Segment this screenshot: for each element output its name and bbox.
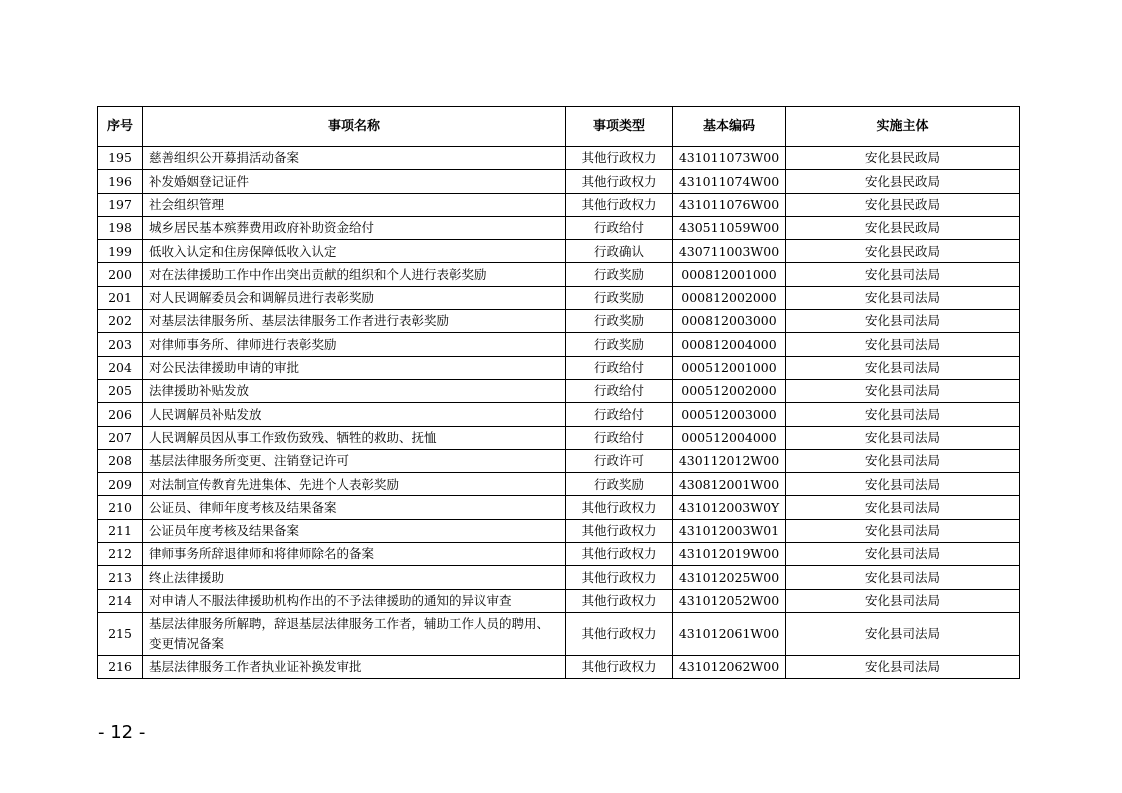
table-row	[98, 449, 1020, 472]
row-implementing-body: 安化县司法局	[786, 263, 1020, 286]
table-row	[98, 566, 1020, 589]
row-item-name: 对律师事务所、律师进行表彰奖励	[143, 333, 566, 356]
row-basic-code: 431012019W00	[673, 543, 786, 566]
table-row	[98, 286, 1020, 309]
row-item-name: 基层法律服务工作者执业证补换发审批	[143, 655, 566, 678]
row-basic-code: 430112012W00	[673, 449, 786, 472]
row-implementing-body: 安化县民政局	[786, 147, 1020, 170]
row-item-name: 补发婚姻登记证件	[143, 170, 566, 193]
row-basic-code: 431011073W00	[673, 147, 786, 170]
row-implementing-body: 安化县司法局	[786, 612, 1020, 655]
row-index: 206	[98, 403, 143, 426]
row-index: 201	[98, 286, 143, 309]
row-item-type: 行政给付	[566, 356, 673, 379]
table-row	[98, 356, 1020, 379]
row-implementing-body: 安化县司法局	[786, 543, 1020, 566]
table-row	[98, 612, 1020, 655]
row-item-type: 行政奖励	[566, 286, 673, 309]
table-row	[98, 333, 1020, 356]
row-basic-code: 000812004000	[673, 333, 786, 356]
row-index: 214	[98, 589, 143, 612]
table-row	[98, 310, 1020, 333]
row-basic-code: 431012003W0Y	[673, 496, 786, 519]
header-basic-code: 基本编码	[673, 107, 786, 147]
row-index: 210	[98, 496, 143, 519]
row-implementing-body: 安化县司法局	[786, 496, 1020, 519]
row-basic-code: 430511059W00	[673, 216, 786, 239]
row-index: 205	[98, 379, 143, 402]
row-index: 200	[98, 263, 143, 286]
table-row	[98, 589, 1020, 612]
row-implementing-body: 安化县民政局	[786, 216, 1020, 239]
row-basic-code: 431012025W00	[673, 566, 786, 589]
row-implementing-body: 安化县司法局	[786, 449, 1020, 472]
row-item-name: 基层法律服务所解聘，辞退基层法律服务工作者，辅助工作人员的聘用、变更情况备案	[143, 612, 566, 655]
row-implementing-body: 安化县司法局	[786, 286, 1020, 309]
row-item-name: 对法制宣传教育先进集体、先进个人表彰奖励	[143, 473, 566, 496]
table-row	[98, 543, 1020, 566]
row-basic-code: 431012052W00	[673, 589, 786, 612]
row-index: 209	[98, 473, 143, 496]
table-row	[98, 170, 1020, 193]
row-index: 215	[98, 612, 143, 655]
row-basic-code: 430711003W00	[673, 240, 786, 263]
row-implementing-body: 安化县司法局	[786, 566, 1020, 589]
header-item-name: 事项名称	[143, 107, 566, 147]
row-item-name: 人民调解员因从事工作致伤致残、牺牲的救助、抚恤	[143, 426, 566, 449]
row-item-name: 社会组织管理	[143, 193, 566, 216]
row-item-name: 律师事务所辞退律师和将律师除名的备案	[143, 543, 566, 566]
row-item-type: 行政奖励	[566, 310, 673, 333]
row-basic-code: 430812001W00	[673, 473, 786, 496]
row-item-type: 行政奖励	[566, 333, 673, 356]
header-item-type: 事项类型	[566, 107, 673, 147]
row-item-name: 城乡居民基本殡葬费用政府补助资金给付	[143, 216, 566, 239]
row-basic-code: 431012003W01	[673, 519, 786, 542]
table-header-row	[98, 107, 1020, 147]
row-index: 197	[98, 193, 143, 216]
row-index: 202	[98, 310, 143, 333]
row-implementing-body: 安化县司法局	[786, 403, 1020, 426]
row-item-type: 行政给付	[566, 379, 673, 402]
row-item-type: 其他行政权力	[566, 612, 673, 655]
row-item-name: 终止法律援助	[143, 566, 566, 589]
table-row	[98, 655, 1020, 678]
row-item-type: 行政确认	[566, 240, 673, 263]
row-index: 195	[98, 147, 143, 170]
row-implementing-body: 安化县民政局	[786, 193, 1020, 216]
row-basic-code: 431011076W00	[673, 193, 786, 216]
row-basic-code: 000812002000	[673, 286, 786, 309]
table-row	[98, 240, 1020, 263]
row-implementing-body: 安化县民政局	[786, 170, 1020, 193]
items-table	[97, 106, 1020, 679]
row-item-name: 基层法律服务所变更、注销登记许可	[143, 449, 566, 472]
table-body	[98, 147, 1020, 679]
row-item-name: 对在法律援助工作中作出突出贡献的组织和个人进行表彰奖励	[143, 263, 566, 286]
row-item-type: 其他行政权力	[566, 193, 673, 216]
row-basic-code: 431011074W00	[673, 170, 786, 193]
row-item-type: 行政奖励	[566, 473, 673, 496]
row-index: 198	[98, 216, 143, 239]
row-item-name: 对公民法律援助申请的审批	[143, 356, 566, 379]
table-row	[98, 263, 1020, 286]
row-implementing-body: 安化县民政局	[786, 240, 1020, 263]
table-row	[98, 403, 1020, 426]
row-item-type: 其他行政权力	[566, 147, 673, 170]
header-index: 序号	[98, 107, 143, 147]
row-implementing-body: 安化县司法局	[786, 333, 1020, 356]
row-implementing-body: 安化县司法局	[786, 426, 1020, 449]
row-index: 213	[98, 566, 143, 589]
row-basic-code: 000512002000	[673, 379, 786, 402]
row-index: 212	[98, 543, 143, 566]
row-item-type: 其他行政权力	[566, 170, 673, 193]
row-implementing-body: 安化县司法局	[786, 379, 1020, 402]
row-index: 216	[98, 655, 143, 678]
row-implementing-body: 安化县司法局	[786, 473, 1020, 496]
row-item-name: 公证员年度考核及结果备案	[143, 519, 566, 542]
row-basic-code: 000812003000	[673, 310, 786, 333]
row-index: 203	[98, 333, 143, 356]
row-basic-code: 000512004000	[673, 426, 786, 449]
table-row	[98, 473, 1020, 496]
row-item-type: 其他行政权力	[566, 496, 673, 519]
row-item-type: 其他行政权力	[566, 543, 673, 566]
header-implementing-body: 实施主体	[786, 107, 1020, 147]
table-row	[98, 379, 1020, 402]
row-item-type: 其他行政权力	[566, 519, 673, 542]
table-row	[98, 193, 1020, 216]
row-implementing-body: 安化县司法局	[786, 519, 1020, 542]
row-index: 196	[98, 170, 143, 193]
row-basic-code: 431012062W00	[673, 655, 786, 678]
row-index: 204	[98, 356, 143, 379]
row-basic-code: 000512001000	[673, 356, 786, 379]
row-implementing-body: 安化县司法局	[786, 655, 1020, 678]
row-item-name: 公证员、律师年度考核及结果备案	[143, 496, 566, 519]
row-implementing-body: 安化县司法局	[786, 589, 1020, 612]
row-item-name: 对申请人不服法律援助机构作出的不予法律援助的通知的异议审查	[143, 589, 566, 612]
row-item-type: 行政给付	[566, 426, 673, 449]
row-implementing-body: 安化县司法局	[786, 310, 1020, 333]
row-item-type: 行政给付	[566, 216, 673, 239]
row-index: 208	[98, 449, 143, 472]
row-item-name: 对基层法律服务所、基层法律服务工作者进行表彰奖励	[143, 310, 566, 333]
row-basic-code: 431012061W00	[673, 612, 786, 655]
row-item-type: 行政奖励	[566, 263, 673, 286]
table-row	[98, 426, 1020, 449]
row-item-type: 其他行政权力	[566, 655, 673, 678]
table-row	[98, 216, 1020, 239]
row-item-type: 其他行政权力	[566, 566, 673, 589]
row-implementing-body: 安化县司法局	[786, 356, 1020, 379]
row-item-name: 对人民调解委员会和调解员进行表彰奖励	[143, 286, 566, 309]
row-item-name: 低收入认定和住房保障低收入认定	[143, 240, 566, 263]
row-item-type: 行政许可	[566, 449, 673, 472]
row-index: 199	[98, 240, 143, 263]
row-item-type: 其他行政权力	[566, 589, 673, 612]
row-item-name: 法律援助补贴发放	[143, 379, 566, 402]
row-index: 207	[98, 426, 143, 449]
row-basic-code: 000812001000	[673, 263, 786, 286]
table-row	[98, 519, 1020, 542]
row-item-type: 行政给付	[566, 403, 673, 426]
page-number: - 12 -	[98, 722, 146, 743]
row-basic-code: 000512003000	[673, 403, 786, 426]
row-index: 211	[98, 519, 143, 542]
table-row	[98, 147, 1020, 170]
row-item-name: 慈善组织公开募捐活动备案	[143, 147, 566, 170]
row-item-name: 人民调解员补贴发放	[143, 403, 566, 426]
table-row	[98, 496, 1020, 519]
